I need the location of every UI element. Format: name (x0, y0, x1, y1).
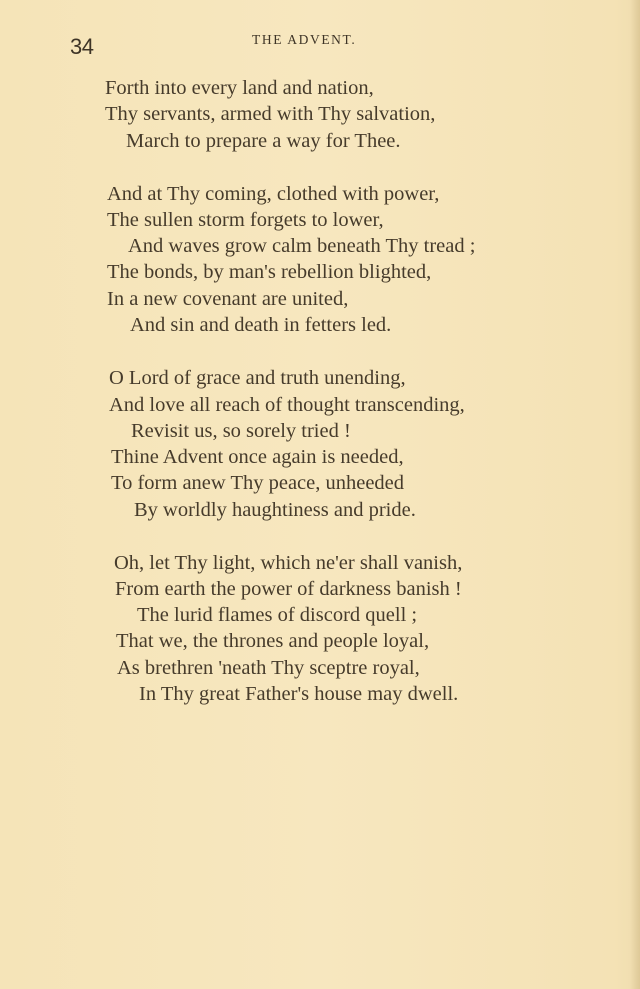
poem-line: Thy servants, armed with Thy salvation, (105, 103, 436, 125)
poem-line: By worldly haughtiness and pride. (134, 499, 416, 521)
page-edge-shadow (630, 0, 640, 989)
poem-line: In Thy great Father's house may dwell. (139, 683, 459, 705)
poem-line: That we, the thrones and people loyal, (116, 630, 430, 652)
poem-line: From earth the power of darkness banish ! (115, 578, 462, 600)
page-number: 34 (70, 34, 94, 59)
poem-line: And love all reach of thought transcending, (109, 394, 465, 416)
poem-line: Thine Advent once again is needed, (111, 446, 404, 468)
poem-line: March to prepare a way for Thee. (126, 130, 401, 152)
poem-line: Forth into every land and nation, (105, 77, 374, 99)
running-head: THE ADVENT. (252, 32, 357, 47)
poem-line: And waves grow calm beneath Thy tread ; (128, 235, 476, 257)
poem-line: The sullen storm forgets to lower, (107, 209, 384, 231)
poem-line: The bonds, by man's rebellion blighted, (107, 261, 432, 283)
poem-line: Oh, let Thy light, which ne'er shall vanish, (114, 552, 463, 574)
poem-line: In a new covenant are united, (107, 288, 349, 310)
poem-line: The lurid flames of discord quell ; (137, 604, 418, 626)
poem-line: To form anew Thy peace, unheeded (111, 472, 405, 494)
poem-line: And sin and death in fetters led. (130, 314, 392, 336)
poem-line: As brethren 'neath Thy sceptre royal, (117, 657, 420, 679)
poem-line: O Lord of grace and truth unending, (109, 367, 406, 389)
poem-line: And at Thy coming, clothed with power, (107, 183, 440, 205)
poem-line: Revisit us, so sorely tried ! (131, 420, 351, 442)
